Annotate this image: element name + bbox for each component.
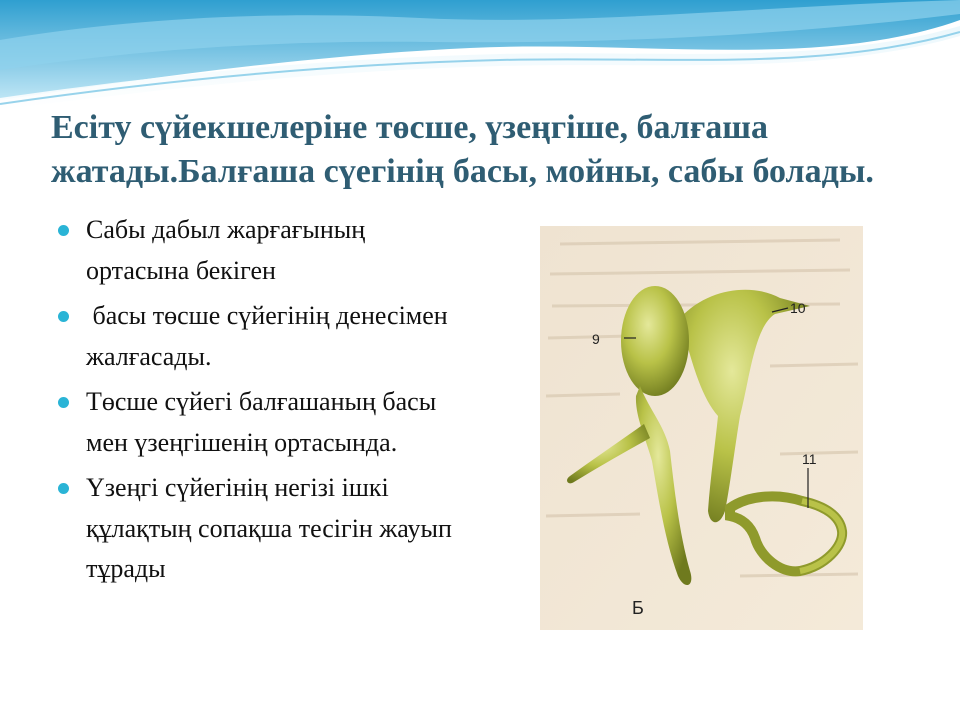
bullet-text: Сабы дабыл жарғағының ортасына бекіген bbox=[86, 215, 366, 285]
bullet-list bbox=[58, 210, 458, 595]
bullet-dot-icon bbox=[58, 483, 69, 494]
slide-title bbox=[51, 106, 931, 194]
figure-label-10: 10 bbox=[790, 300, 806, 316]
slide-title-bold: Есіту сүйекшелеріне bbox=[51, 109, 368, 146]
bullet-dot-icon bbox=[58, 225, 69, 236]
bullet-item bbox=[58, 210, 458, 291]
malleus-head bbox=[621, 286, 689, 396]
figure-label-9: 9 bbox=[592, 331, 600, 347]
bullet-text: басы төсше сүйегінің денесімен жалғасады. bbox=[86, 301, 455, 371]
ossicles-drawing bbox=[540, 226, 863, 630]
bullet-text: Үзеңгі сүйегінің негізі ішкі құлақтың сопақша тесігін жауып тұрады bbox=[86, 473, 452, 583]
bullet-text: Төсше сүйегі балғашаның басы мен үзеңгішенің ортасында. bbox=[86, 387, 437, 457]
bullet-dot-icon bbox=[58, 311, 69, 322]
bullet-dot-icon bbox=[58, 397, 69, 408]
header-wave-decoration bbox=[0, 0, 960, 115]
bullet-item bbox=[58, 382, 458, 463]
ossicles-illustration bbox=[540, 226, 863, 630]
slide-title-rest: төсше, үзеңгіше, балғаша жатады.Балғаша сүегінің басы, мойны, сабы болады. bbox=[51, 109, 874, 190]
bullet-item bbox=[58, 468, 458, 590]
figure-label-11: 11 bbox=[802, 451, 817, 467]
figure-label-b: Б bbox=[632, 598, 644, 618]
bullet-item bbox=[58, 296, 458, 377]
